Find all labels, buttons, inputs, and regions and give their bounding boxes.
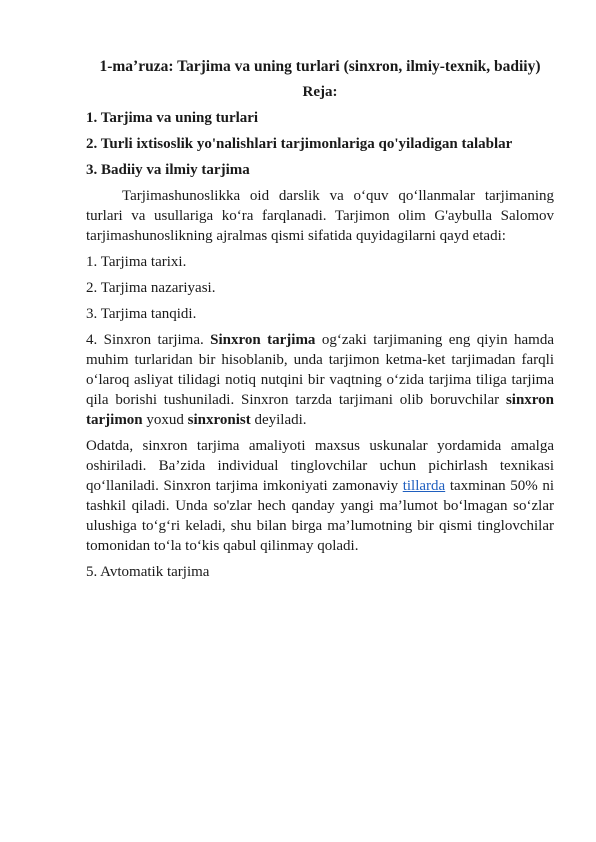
- para2-before-link: Odatda, sinxron tarjima amaliyoti maxsus uskunalar yordamida amalga oshiriladi. Ba’zida individual tinglovchilar uchun pichirlash texnikasi qo‘llaniladi. Sinxron tarjima imkoniyati zamonaviy: [86, 438, 554, 494]
- item4-text1: og‘zaki tarjimaning eng qiyin hamda muhim turlaridan bir hisoblanib, unda tarjimon ketma-ket tarjimadan farqli o‘laroq asliyat tilidagi notiq nutqini bir vaqtning o‘zida tarjima tiliga tarjima qila borishi tushuniladi. Sinxron tarzda tarjimani olib boruvchilar: [86, 332, 554, 408]
- item4-lead: 4. Sinxron tarjima.: [86, 332, 204, 348]
- intro-paragraph: Tarjimashunoslikka oid darslik va o‘quv qo‘llanmalar tarjimaning turlari va usullariga ko‘ra farqlanadi. Tarjimon olim G'aybulla Salomov tarjimashunoslikning ajralmas qismi sifatida quyidagilarni qayd etadi:: [86, 188, 554, 244]
- document-body: [86, 56, 554, 588]
- list-item-theory: 2. Tarjima nazariyasi.: [86, 280, 216, 296]
- plan-item-1: 1. Tarjima va uning turlari: [86, 110, 259, 126]
- term-sinxron-tarjima: Sinxron tarjima: [210, 332, 316, 348]
- term-sinxronist: sinxronist: [187, 412, 251, 428]
- list-item-automatic: 5. Avtomatik tarjima: [86, 564, 210, 580]
- para2-after-link: taxminan 50% ni tashkil qiladi. Unda so'zlar hech qanday yangi ma’lumot bo‘lmagan so‘zlar ulushiga to‘g‘ri keladi, shu bilan birga ma’lumotning bir qismi tinglovchilar tomonidan to‘la to‘kis qabul qilinmay qoladi.: [86, 478, 555, 554]
- plan-heading: Reja:: [302, 84, 338, 100]
- plan-item-3: 3. Badiiy va ilmiy tarjima: [86, 162, 250, 178]
- synchronous-translation-paragraph: [86, 330, 554, 430]
- equipment-paragraph: [86, 436, 554, 556]
- list-item-history: 1. Tarjima tarixi.: [86, 254, 187, 270]
- list-item-criticism: 3. Tarjima tanqidi.: [86, 306, 197, 322]
- lecture-title: 1-ma’ruza: Tarjima va uning turlari (sinxron, ilmiy-texnik, badiiy): [99, 58, 541, 75]
- item4-text2: yoxud: [146, 412, 184, 428]
- item4-text3: deyiladi.: [254, 412, 307, 428]
- term-sinxron-tarjimon: sinxron tarjimon: [86, 392, 555, 428]
- plan-item-2: 2. Turli ixtisoslik yo'nalishlari tarjimonlariga qo'yiladigan talablar: [86, 136, 513, 152]
- tillarda-link[interactable]: tillarda: [402, 478, 446, 494]
